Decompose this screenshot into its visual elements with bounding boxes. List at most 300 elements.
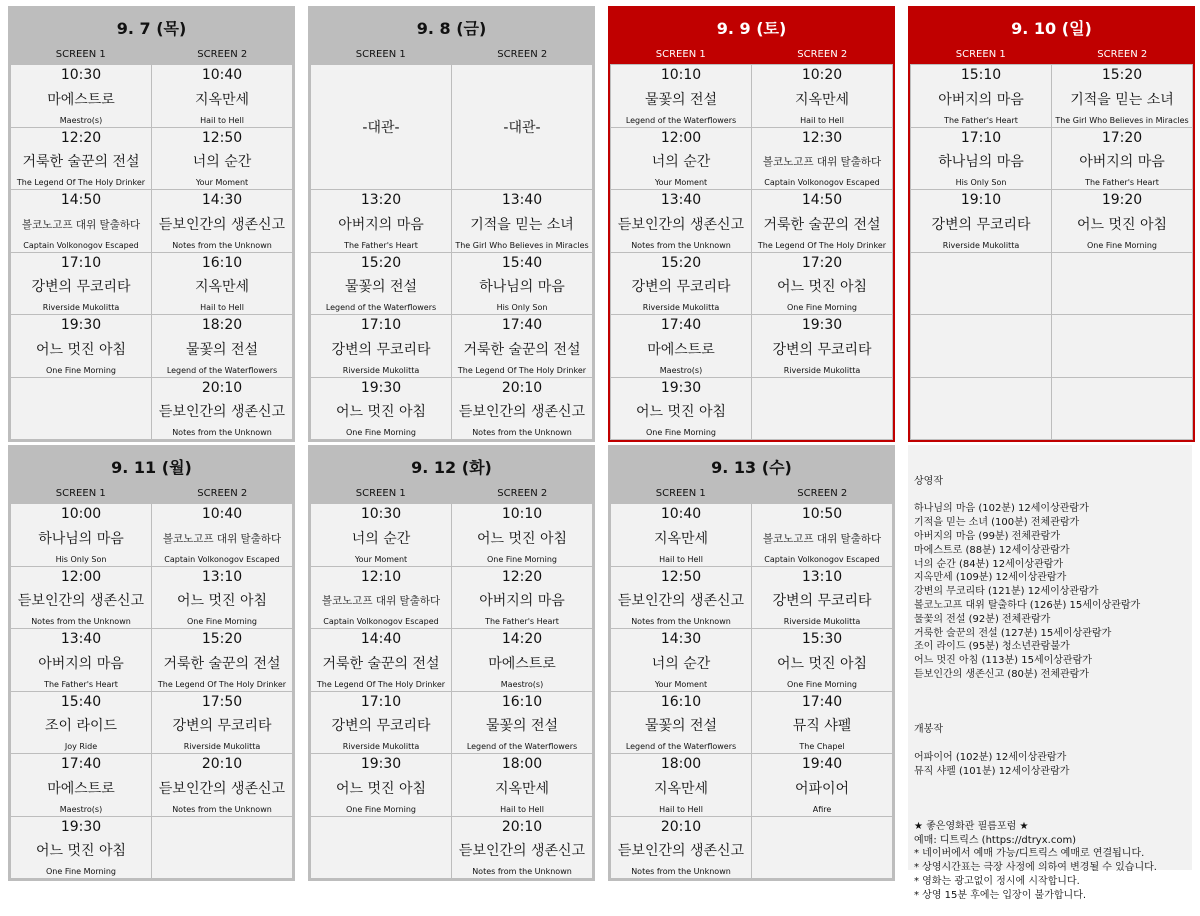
screen-header: [310, 46, 593, 64]
day-title: 9. 8 (금): [416, 18, 487, 38]
movie-title-ko: 지옥만세: [494, 780, 550, 797]
screen-label: SCREEN 2: [797, 488, 848, 499]
now-showing-item: 너의 순간 (84분) 12세이상관람가: [914, 558, 1064, 570]
showtime-time: 13:20: [360, 192, 402, 208]
now-showing-item: 강변의 무코리타 (121분) 12세이상관람가: [914, 586, 1099, 598]
showtime-time: 17:10: [360, 317, 402, 333]
showtime-cell: [452, 315, 592, 377]
movie-title-en: His Only Son: [496, 303, 548, 312]
movie-title-en: Notes from the Unknown: [31, 617, 131, 626]
movie-title-en: Riverside Mukolitta: [942, 240, 1020, 250]
screen-header: [10, 46, 293, 64]
movie-title-ko: 강변의 무코리타: [172, 718, 272, 735]
now-showing-item: 아버지의 마음 (99분) 전체관람가: [914, 530, 1060, 542]
showtime-grid: [610, 503, 893, 879]
showtime-cell: [11, 567, 151, 629]
now-showing-item: 마에스트로 (88분) 12세이상관람가: [914, 544, 1070, 556]
showtime-time: 20:10: [501, 818, 543, 835]
showtime-cell: [152, 692, 292, 754]
showtime-grid: [610, 64, 893, 440]
info-panel: [908, 445, 1192, 901]
showtime-time: 15:30: [801, 631, 843, 647]
movie-title-ko: 강변의 무코리타: [772, 593, 872, 610]
movie-title-en: Hail to Hell: [500, 804, 544, 814]
showtime-cell: [152, 190, 292, 252]
showtime-cell: [11, 692, 151, 754]
showtime-cell: [611, 567, 751, 629]
movie-title-en: One Fine Morning: [187, 617, 257, 626]
movie-title-ko: 아버지의 마음: [479, 593, 565, 610]
movie-title-ko: 볼코노고프 대위 탈출하다: [762, 532, 882, 545]
showtime-cell: [152, 315, 292, 377]
movie-title-ko: 어느 멋진 아침: [776, 655, 868, 672]
now-showing-item: 어느 멋진 아침 (113분) 15세이상관람가: [914, 655, 1092, 667]
showtime-cell: [152, 754, 292, 816]
day-schedule: [8, 445, 295, 881]
showtime-cell: [152, 253, 292, 315]
movie-title-en: Riverside Mukolitta: [342, 365, 420, 375]
movie-title-ko: 볼코노고프 대위 탈출하다: [162, 532, 282, 545]
movie-title-en: Maestro(s): [500, 679, 544, 689]
movie-title-ko: 기적을 믿는 소녀: [1070, 91, 1174, 108]
movie-title-ko: 어느 멋진 아침: [335, 780, 427, 797]
showtime-cell: [311, 190, 451, 252]
empty-cell: [1052, 378, 1192, 440]
day-title: 9. 10 (일): [1011, 18, 1092, 38]
movie-title-en: The Father's Heart: [944, 115, 1018, 125]
new-release-item: 뮤직 샤펠 (101분) 12세이상관람가: [914, 765, 1070, 777]
movie-title-en: Joy Ride: [64, 742, 98, 751]
showtime-time: 17:40: [501, 317, 543, 333]
showtime-time: 12:20: [501, 568, 543, 585]
empty-cell: [152, 817, 292, 879]
movie-title-en: The Legend Of The Holy Drinker: [757, 240, 887, 250]
showtime-cell: [311, 692, 451, 754]
showtime-cell: [452, 692, 592, 754]
movie-title-en: Notes from the Unknown: [172, 428, 272, 437]
day-schedule: [608, 6, 895, 442]
movie-title-ko: 너의 순간: [192, 154, 252, 171]
empty-cell: [911, 378, 1051, 440]
showtime-cell: [11, 65, 151, 127]
screen-label: SCREEN 2: [197, 49, 248, 60]
note-line: * 상영시간표는 극장 사정에 의하여 변경될 수 있습니다.: [914, 862, 1157, 874]
movie-title-ko: 강변의 무코리타: [931, 216, 1031, 233]
movie-title-en: The Father's Heart: [44, 679, 118, 689]
showtime-time: 17:10: [960, 129, 1002, 146]
movie-title-ko: 물꽃의 전설: [644, 91, 718, 108]
movie-title-en: Notes from the Unknown: [631, 617, 731, 626]
showtime-cell: [611, 378, 751, 440]
movie-title-en: Notes from the Unknown: [631, 240, 731, 250]
movie-title-en: One Fine Morning: [46, 867, 116, 876]
movie-title-ko: 어느 멋진 아침: [35, 341, 127, 358]
movie-title-ko: 조이 라이드: [44, 718, 118, 735]
movie-title-ko: 듣보인간의 생존신고: [158, 780, 286, 797]
movie-title-ko: 마에스트로: [647, 341, 715, 358]
empty-cell: [752, 378, 892, 440]
movie-title-ko: 어느 멋진 아침: [35, 843, 127, 860]
movie-title-ko: 듣보인간의 생존신고: [617, 216, 745, 233]
showtime-cell: [311, 315, 451, 377]
now-showing-item: 물꽃의 전설 (92분) 전체관람가: [914, 613, 1051, 625]
showtime-time: 17:40: [660, 317, 702, 333]
showtime-time: 12:30: [801, 129, 843, 146]
showtime-cell: [911, 190, 1051, 252]
now-showing-item: 기적을 믿는 소녀 (100분) 전체관람가: [914, 517, 1080, 529]
movie-title-en: Legend of the Waterflowers: [466, 742, 578, 751]
day-title: 9. 7 (목): [116, 18, 187, 38]
showtime-cell: [452, 190, 592, 252]
movie-title-en: The Father's Heart: [344, 240, 418, 250]
movie-title-ko: 거룩한 술꾼의 전설: [322, 655, 440, 672]
now-heading: 상영작: [914, 475, 943, 487]
movie-title-en: Your Moment: [654, 679, 708, 689]
showtime-cell: [311, 567, 451, 629]
rental-closed-label: -대관-: [452, 65, 592, 189]
screen-header: [310, 485, 593, 503]
showtime-cell: [311, 629, 451, 691]
showtime-time: 19:30: [60, 317, 102, 333]
screen-header: [610, 46, 893, 64]
showtime-time: 14:50: [60, 192, 102, 208]
movie-title-en: Captain Volkonogov Escaped: [164, 554, 280, 564]
showtime-cell: [452, 629, 592, 691]
movie-title-ko: 강변의 무코리타: [31, 279, 131, 296]
movie-title-ko: 지옥만세: [194, 279, 250, 296]
showtime-time: 19:30: [660, 379, 702, 396]
movie-title-en: Hail to Hell: [659, 554, 703, 564]
rental-closed-label: -대관-: [311, 65, 451, 189]
showtime-time: 14:40: [360, 631, 402, 647]
showtime-time: 17:40: [60, 756, 102, 772]
day-schedule: [308, 445, 595, 881]
showtime-cell: [611, 754, 751, 816]
movie-title-ko: 너의 순간: [351, 530, 411, 547]
movie-title-ko: 어느 멋진 아침: [335, 404, 427, 421]
showtime-time: 12:50: [201, 129, 243, 146]
screen-label: SCREEN 1: [655, 488, 706, 499]
empty-cell: [911, 315, 1051, 377]
screen-header: [610, 485, 893, 503]
movie-title-ko: 듣보인간의 생존신고: [158, 216, 286, 233]
showtime-cell: [11, 190, 151, 252]
movie-title-ko: 뮤직 샤펠: [792, 718, 852, 735]
movie-title-ko: 어느 멋진 아침: [776, 279, 868, 296]
showtime-time: 15:40: [501, 254, 543, 271]
note-line: 예매: 디트릭스 (https://dtryx.com): [914, 834, 1077, 846]
movie-title-en: Maestro(s): [59, 804, 103, 814]
showtime-time: 16:10: [660, 693, 702, 710]
screen-header: [910, 46, 1193, 64]
showtime-cell: [611, 504, 751, 566]
showtime-time: 15:20: [360, 254, 402, 271]
showtime-cell: [611, 629, 751, 691]
movie-title-en: The Girl Who Believes in Miracles: [1055, 115, 1189, 125]
movie-title-en: Notes from the Unknown: [472, 428, 572, 437]
movie-title-en: The Legend Of The Holy Drinker: [157, 679, 287, 689]
movie-title-ko: 하나님의 마음: [479, 279, 565, 296]
movie-title-en: Maestro(s): [659, 365, 703, 375]
showtime-cell: [611, 692, 751, 754]
showtime-time: 12:10: [360, 568, 402, 585]
movie-title-ko: 마에스트로: [47, 91, 115, 108]
showtime-cell: [611, 253, 751, 315]
movie-title-en: Hail to Hell: [200, 115, 244, 125]
empty-cell: [11, 378, 151, 440]
movie-title-ko: 너의 순간: [651, 154, 711, 171]
movie-title-ko: 듣보인간의 생존신고: [458, 843, 586, 860]
movie-title-ko: 지옥만세: [653, 530, 709, 547]
showtime-cell: [152, 378, 292, 440]
showtime-time: 14:50: [801, 192, 843, 208]
movie-title-en: Your Moment: [195, 178, 249, 187]
now-showing-item: 하나님의 마음 (102분) 12세이상관람가: [914, 503, 1089, 515]
note-line: * 영화는 광고없이 정시에 시작합니다.: [914, 875, 1080, 887]
showtime-time: 12:20: [60, 129, 102, 146]
screen-label: SCREEN 2: [497, 49, 548, 60]
movie-title-ko: 하나님의 마음: [938, 154, 1024, 171]
showtime-time: 17:40: [801, 693, 843, 710]
showtime-time: 16:10: [201, 254, 243, 271]
showtime-cell: [11, 315, 151, 377]
movie-title-en: The Legend Of The Holy Drinker: [16, 178, 146, 187]
showtime-cell: [752, 190, 892, 252]
showtime-time: 13:40: [660, 192, 702, 208]
movie-title-en: One Fine Morning: [46, 365, 116, 375]
showtime-time: 13:40: [60, 631, 102, 647]
screen-label: SCREEN 1: [55, 49, 106, 60]
showtime-time: 18:20: [201, 317, 243, 333]
movie-title-ko: 듣보인간의 생존신고: [17, 593, 145, 610]
movie-title-en: Notes from the Unknown: [172, 804, 272, 814]
day-title: 9. 13 (수): [711, 457, 792, 477]
showtime-time: 15:20: [201, 631, 243, 647]
movie-title-ko: 아버지의 마음: [338, 216, 424, 233]
movie-title-ko: 듣보인간의 생존신고: [458, 404, 586, 421]
note-line: * 상영 15분 후에는 입장이 불가합니다.: [914, 889, 1087, 901]
screen-label: SCREEN 1: [55, 488, 106, 499]
showtime-cell: [11, 754, 151, 816]
movie-title-ko: 강변의 무코리타: [331, 718, 431, 735]
movie-title-en: Hail to Hell: [200, 303, 244, 312]
movie-title-en: His Only Son: [55, 554, 107, 564]
showtime-time: 13:10: [801, 568, 843, 585]
showtime-cell: [452, 754, 592, 816]
now-showing-item: 볼코노고프 대위 탈출하다 (126분) 15세이상관람가: [914, 599, 1141, 611]
movie-title-ko: 물꽃의 전설: [344, 279, 418, 296]
movie-title-ko: 물꽃의 전설: [185, 341, 259, 358]
movie-title-ko: 지옥만세: [653, 780, 709, 797]
movie-title-ko: 지옥만세: [194, 91, 250, 108]
movie-title-en: The Girl Who Believes in Miracles: [455, 240, 589, 250]
movie-title-ko: 마에스트로: [488, 655, 556, 672]
screen-label: SCREEN 1: [655, 49, 706, 60]
movie-title-en: Your Moment: [354, 554, 408, 564]
showtime-time: 15:40: [60, 693, 102, 710]
movie-title-en: Riverside Mukolitta: [183, 742, 261, 751]
showtime-time: 10:10: [501, 506, 543, 522]
movie-title-en: Maestro(s): [59, 115, 103, 125]
showtime-cell: [311, 504, 451, 566]
showtime-time: 17:10: [60, 254, 102, 271]
day-schedule: [908, 6, 1195, 442]
showtime-time: 18:00: [501, 756, 543, 772]
showtime-time: 20:10: [201, 379, 243, 396]
movie-title-en: One Fine Morning: [1087, 240, 1157, 250]
movie-title-ko: 거룩한 술꾼의 전설: [763, 216, 881, 233]
movie-title-en: Notes from the Unknown: [172, 240, 272, 250]
showtime-cell: [1052, 190, 1192, 252]
showtime-time: 19:40: [801, 756, 843, 772]
showtime-time: 13:10: [201, 568, 243, 585]
showtime-time: 10:20: [801, 67, 843, 83]
showtime-time: 14:20: [501, 631, 543, 647]
movie-title-ko: 어느 멋진 아침: [176, 593, 268, 610]
empty-cell: [911, 253, 1051, 315]
movie-title-ko: 강변의 무코리타: [772, 341, 872, 358]
movie-title-en: The Father's Heart: [485, 617, 559, 626]
movie-title-ko: 하나님의 마음: [38, 530, 124, 547]
screen-header: [10, 485, 293, 503]
day-schedule: [308, 6, 595, 442]
new-heading: 개봉작: [914, 724, 943, 736]
movie-title-en: Legend of the Waterflowers: [166, 365, 278, 375]
movie-title-ko: 물꽃의 전설: [485, 718, 559, 735]
showtime-time: 19:10: [960, 192, 1002, 208]
movie-title-en: Notes from the Unknown: [631, 867, 731, 876]
showtime-cell: [11, 504, 151, 566]
showtime-grid: [10, 64, 293, 440]
movie-title-ko: 볼코노고프 대위 탈출하다: [762, 156, 882, 169]
movie-title-en: Your Moment: [654, 178, 708, 187]
movie-title-en: Afire: [812, 804, 832, 814]
now-showing-item: 조이 라이드 (95분) 청소년관람불가: [914, 641, 1070, 653]
showtime-time: 10:40: [201, 506, 243, 522]
showtime-time: 12:50: [660, 568, 702, 585]
empty-cell: [311, 817, 451, 879]
showtime-time: 10:30: [60, 67, 102, 83]
showtime-cell: [311, 378, 451, 440]
showtime-cell: [911, 128, 1051, 190]
showtime-cell: [752, 629, 892, 691]
movie-title-ko: 물꽃의 전설: [644, 718, 718, 735]
movie-title-ko: 마에스트로: [47, 780, 115, 797]
movie-title-ko: 아버지의 마음: [38, 655, 124, 672]
movie-title-ko: 거룩한 술꾼의 전설: [22, 154, 140, 171]
showtime-cell: [611, 128, 751, 190]
movie-title-en: Riverside Mukolitta: [42, 303, 120, 312]
showtime-time: 13:40: [501, 192, 543, 208]
movie-title-en: One Fine Morning: [346, 804, 416, 814]
showtime-grid: [10, 503, 293, 879]
day-title: 9. 11 (월): [111, 457, 192, 477]
showtime-time: 19:30: [360, 756, 402, 772]
showtime-cell: [752, 65, 892, 127]
showtime-cell: [1052, 65, 1192, 127]
screen-label: SCREEN 1: [955, 49, 1006, 60]
movie-title-en: Captain Volkonogov Escaped: [23, 240, 139, 250]
movie-title-en: One Fine Morning: [346, 428, 416, 437]
showtime-time: 17:50: [201, 693, 243, 710]
movie-title-ko: 강변의 무코리타: [631, 279, 731, 296]
movie-title-en: Notes from the Unknown: [472, 867, 572, 876]
showtime-cell: [611, 65, 751, 127]
now-showing-item: 듣보인간의 생존신고 (80분) 전체관람가: [914, 668, 1089, 680]
showtime-cell: [752, 754, 892, 816]
movie-title-ko: 어파이어: [794, 780, 850, 797]
showtime-cell: [452, 253, 592, 315]
showtime-time: 10:40: [201, 67, 243, 83]
showtime-cell: [152, 504, 292, 566]
showtime-cell: [152, 567, 292, 629]
movie-title-en: The Chapel: [799, 742, 845, 751]
movie-title-en: One Fine Morning: [487, 554, 557, 564]
day-schedule: [8, 6, 295, 442]
movie-title-en: One Fine Morning: [646, 428, 716, 437]
movie-title-ko: 강변의 무코리타: [331, 341, 431, 358]
movie-title-en: Captain Volkonogov Escaped: [764, 178, 880, 187]
showtime-cell: [752, 567, 892, 629]
movie-title-ko: 어느 멋진 아침: [1076, 216, 1168, 233]
showtime-cell: [611, 315, 751, 377]
movie-title-en: Riverside Mukolitta: [342, 742, 420, 751]
movie-title-en: Hail to Hell: [659, 804, 703, 814]
showtime-time: 10:50: [801, 506, 843, 522]
movie-title-en: The Legend Of The Holy Drinker: [457, 365, 587, 375]
showtime-cell: [11, 128, 151, 190]
showtime-time: 20:10: [201, 756, 243, 772]
showtime-time: 17:20: [1101, 129, 1143, 146]
day-title: 9. 12 (화): [411, 457, 492, 477]
now-showing-item: 거룩한 술꾼의 전설 (127분) 15세이상관람가: [914, 627, 1112, 639]
showtime-cell: [911, 65, 1051, 127]
showtime-cell: [311, 253, 451, 315]
empty-cell: [1052, 253, 1192, 315]
notes-list: [914, 820, 1186, 903]
new-release-list: [914, 751, 1186, 779]
movie-title-ko: 듣보인간의 생존신고: [617, 593, 745, 610]
new-release-item: 어파이어 (102분) 12세이상관람가: [914, 751, 1067, 763]
now-showing-list: [914, 502, 1186, 681]
movie-title-en: His Only Son: [955, 178, 1007, 187]
showtime-time: 10:40: [660, 506, 702, 522]
showtime-cell: [11, 629, 151, 691]
note-line: * 네이버에서 예매 가능/디트릭스 예매로 연결됩니다.: [914, 848, 1145, 860]
showtime-time: 17:20: [801, 254, 843, 271]
showtime-time: 10:00: [60, 506, 102, 522]
now-showing-item: 지옥만세 (109분) 12세이상관람가: [914, 572, 1067, 584]
note-line: ★ 좋은영화관 필름포럼 ★: [914, 820, 1029, 832]
showtime-time: 19:30: [360, 379, 402, 396]
movie-title-ko: 볼코노고프 대위 탈출하다: [21, 218, 141, 231]
movie-title-ko: 어느 멋진 아침: [635, 404, 727, 421]
showtime-time: 17:10: [360, 693, 402, 710]
showtime-cell: [152, 65, 292, 127]
showtime-time: 15:20: [1101, 67, 1143, 83]
movie-title-en: One Fine Morning: [787, 679, 857, 689]
showtime-cell: [452, 504, 592, 566]
screen-label: SCREEN 1: [355, 49, 406, 60]
movie-title-en: Riverside Mukolitta: [642, 303, 720, 312]
movie-title-ko: 거룩한 술꾼의 전설: [463, 341, 581, 358]
showtime-time: 14:30: [201, 192, 243, 208]
showtime-cell: [611, 817, 751, 879]
movie-title-en: The Legend Of The Holy Drinker: [316, 679, 446, 689]
showtime-cell: [311, 754, 451, 816]
empty-cell: [1052, 315, 1192, 377]
movie-title-en: Captain Volkonogov Escaped: [323, 617, 439, 626]
